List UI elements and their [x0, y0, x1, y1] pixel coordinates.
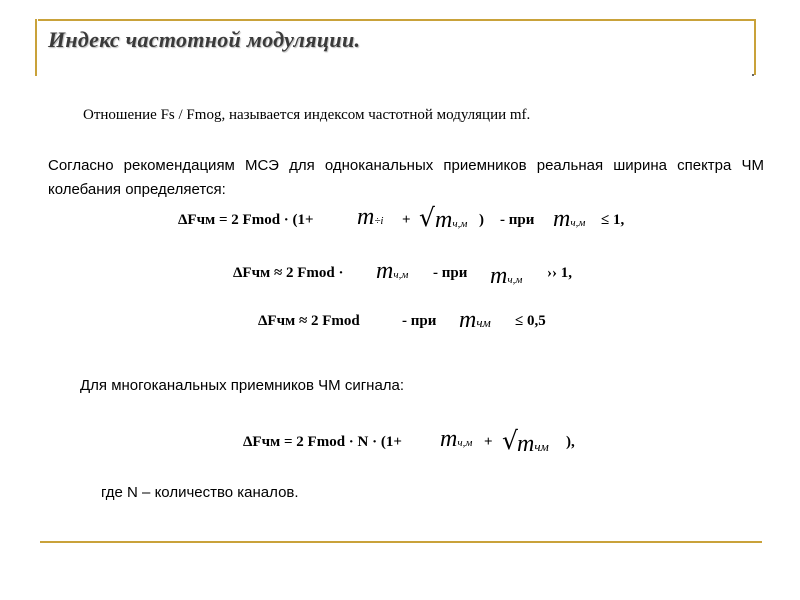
formula-3-rhs: ≤ 0,5: [515, 313, 546, 329]
intro-paragraph: Отношение Fs / Fmog, называется индексом частотной модуляции mf.: [83, 107, 531, 123]
formula-2-m2-term: [490, 263, 522, 290]
left-border-line: [35, 19, 37, 76]
formula-3-condition: - при: [402, 313, 437, 329]
formula-4-lhs: ΔFчм = 2 Fmod · N · (1+: [243, 434, 402, 450]
right-border-line: [754, 19, 756, 75]
formula-4-plus: +: [484, 434, 493, 450]
formula-4-m2-term: [517, 431, 549, 458]
top-border-line: [38, 19, 755, 21]
formula-4-m: m: [440, 426, 458, 452]
slide-title: Индекс частотной модуляции.: [48, 27, 361, 52]
formula-1-m3-sub: ч,м: [570, 217, 586, 229]
formula-1-m-term: [357, 204, 383, 231]
formula-3-m-term: [459, 307, 491, 334]
formula-1-m3-term: [553, 206, 585, 233]
corner-dot: [752, 74, 754, 76]
formula-3-lhs: ΔFчм ≈ 2 Fmod: [258, 313, 360, 329]
formula-1-m2: m: [435, 207, 453, 233]
formula-1-m: m: [357, 204, 375, 230]
formula-1-sqrt-sign: √: [419, 203, 435, 232]
formula-4-m-sub: ч,м: [457, 437, 473, 449]
formula-4-m2-sub: чм: [534, 439, 549, 454]
formula-2-m-term: [376, 258, 408, 285]
formula-2-m2-sub: ч,м: [507, 274, 523, 286]
formula-1-plus: +: [402, 212, 411, 228]
formula-4-m-term: [440, 426, 472, 453]
formula-1-m3: m: [553, 206, 571, 232]
formula-1-rhs: ≤ 1,: [601, 212, 625, 228]
formula-3-m: m: [459, 307, 477, 333]
formula-1-lhs: ΔFчм = 2 Fmod · (1+: [178, 212, 314, 228]
bottom-border-line: [40, 541, 762, 543]
formula-2-m-sub: ч,м: [393, 269, 409, 281]
formula-4-m2: m: [517, 431, 535, 457]
formula-1-m2-sub: ч,м: [452, 218, 468, 230]
formula-2-m2: m: [490, 263, 508, 289]
formula-3-m-sub: чм: [476, 315, 491, 330]
formula-1-condition: - при: [500, 212, 535, 228]
formula-2-lhs: ΔFчм ≈ 2 Fmod ·: [233, 265, 344, 281]
formula-2-condition: - при: [433, 265, 468, 281]
formula-1-close: ): [479, 212, 484, 228]
formula-1-m-sub: ÷i: [374, 215, 384, 227]
where-note: где N – количество каналов.: [101, 484, 299, 501]
multichannel-paragraph: Для многоканальных приемников ЧМ сигнала:: [80, 377, 405, 394]
formula-2-m: m: [376, 258, 394, 284]
formula-4-close: ),: [566, 434, 575, 450]
formula-4-sqrt-sign: √: [502, 426, 518, 455]
formula-2-rhs: ›› 1,: [547, 265, 572, 281]
recommendation-paragraph: Согласно рекомендациям МСЭ для одноканальных приемников реальная ширина спектра ЧМ колебания определяется:: [48, 157, 764, 198]
formula-1-m2-term: [435, 207, 467, 234]
